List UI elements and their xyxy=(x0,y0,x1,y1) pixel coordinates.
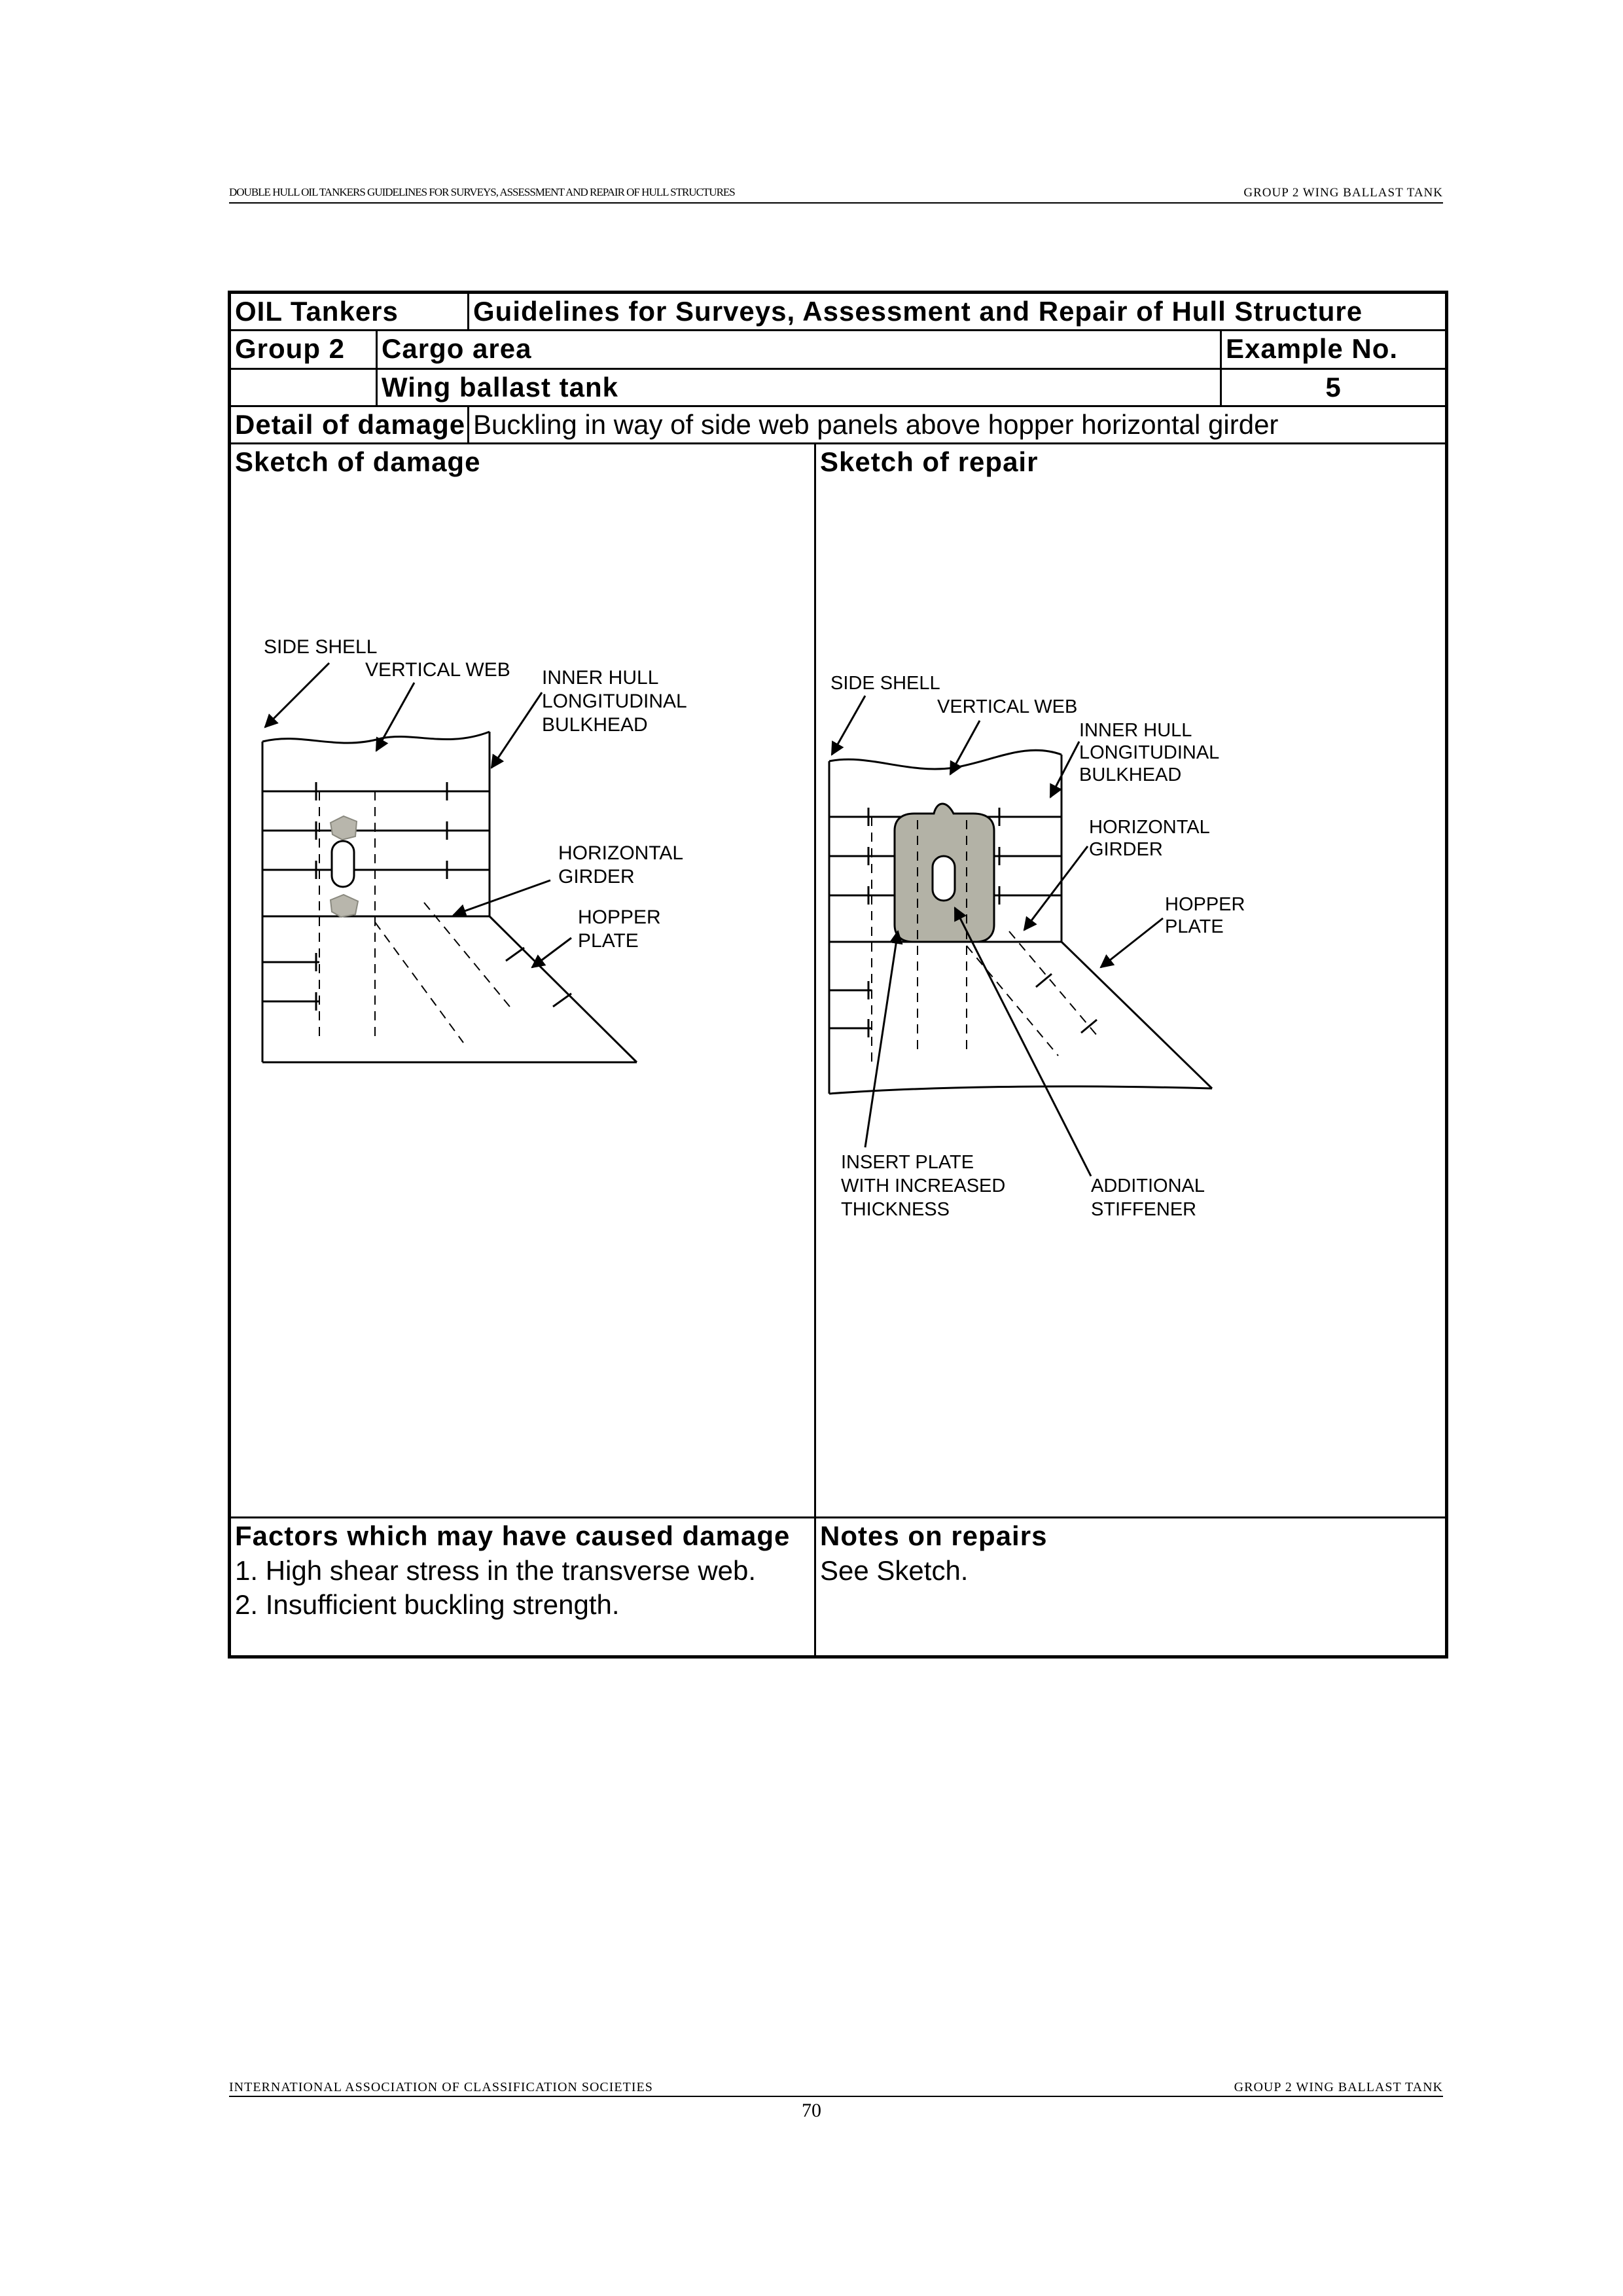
insert-plate-label-1: INSERT PLATE xyxy=(841,1152,974,1174)
horizontal-girder-label-1: HORIZONTAL xyxy=(1089,817,1210,838)
side-shell-label: SIDE SHELL xyxy=(830,673,940,694)
horizontal-girder-label-1: HORIZONTAL xyxy=(558,842,684,865)
footer-organization: INTERNATIONAL ASSOCIATION OF CLASSIFICATION SOCIETIES xyxy=(229,2080,653,2094)
damage-example-form xyxy=(228,291,1448,1659)
inner-hull-label-2: LONGITUDINAL xyxy=(542,691,687,713)
sketch-row xyxy=(230,444,1447,1517)
factors-label: Factors which may have caused damage xyxy=(235,1520,791,1551)
additional-stiffener-label-1: ADDITIONAL xyxy=(1091,1175,1205,1197)
vessel-type: OIL Tankers xyxy=(230,293,469,331)
horizontal-girder-label-2: GIRDER xyxy=(558,866,635,888)
location-row xyxy=(230,368,1447,406)
group-row xyxy=(230,331,1447,368)
location-label: Wing ballast tank xyxy=(377,368,1221,406)
header-rule xyxy=(229,202,1443,204)
footer-section: GROUP 2 WING BALLAST TANK xyxy=(1234,2080,1443,2094)
hopper-plate-label-2: PLATE xyxy=(1165,916,1224,938)
horizontal-girder-label-2: GIRDER xyxy=(1089,839,1163,861)
area-label: Cargo area xyxy=(377,331,1221,368)
damage-sketch-cell xyxy=(230,444,815,1517)
insert-plate-label-2: WITH INCREASED xyxy=(841,1175,1006,1197)
example-label: Example No. xyxy=(1221,331,1447,368)
group-label: Group 2 xyxy=(230,331,377,368)
example-number: 5 xyxy=(1221,368,1447,406)
vertical-web-label: VERTICAL WEB xyxy=(365,659,510,681)
hopper-plate-label-1: HOPPER xyxy=(578,906,661,929)
empty-cell xyxy=(230,368,377,406)
repair-sketch-label: Sketch of repair xyxy=(820,446,1039,478)
inner-hull-label-1: INNER HULL xyxy=(1079,720,1192,742)
hopper-plate-label-2: PLATE xyxy=(578,930,639,952)
factors-cell xyxy=(230,1517,815,1657)
repair-sketch xyxy=(816,480,1418,1501)
factors-row xyxy=(230,1517,1447,1657)
inner-hull-label-3: BULKHEAD xyxy=(542,714,648,736)
additional-stiffener-label-2: STIFFENER xyxy=(1091,1199,1197,1221)
vertical-web-label: VERTICAL WEB xyxy=(937,696,1078,718)
damage-sketch xyxy=(231,480,833,1501)
footer-rule xyxy=(229,2096,1443,2097)
factor-item: 1. High shear stress in the transverse web. xyxy=(235,1554,757,1586)
damage-sketch-label: Sketch of damage xyxy=(235,446,481,478)
running-header-section: GROUP 2 WING BALLAST TANK xyxy=(1243,186,1443,200)
inner-hull-label-1: INNER HULL xyxy=(542,667,659,689)
side-shell-label: SIDE SHELL xyxy=(264,636,378,658)
detail-row xyxy=(230,406,1447,444)
title-row xyxy=(230,293,1447,331)
running-header-title: DOUBLE HULL OIL TANKERS GUIDELINES FOR SURVEYS, ASSESSMENT AND REPAIR OF HULL STRUCTURES xyxy=(229,186,735,198)
page-number: 70 xyxy=(802,2100,821,2121)
notes-label: Notes on repairs xyxy=(820,1520,1048,1551)
factor-item: 2. Insufficient buckling strength. xyxy=(235,1588,620,1620)
detail-text: Buckling in way of side web panels above hopper horizontal girder xyxy=(469,406,1447,444)
guideline-title: Guidelines for Surveys, Assessment and Repair of Hull Structure xyxy=(469,293,1447,331)
inner-hull-label-2: LONGITUDINAL xyxy=(1079,742,1220,764)
inner-hull-label-3: BULKHEAD xyxy=(1079,764,1182,786)
notes-text: See Sketch. xyxy=(820,1554,969,1586)
notes-cell xyxy=(815,1517,1447,1657)
insert-plate-label-3: THICKNESS xyxy=(841,1199,950,1221)
repair-sketch-cell xyxy=(815,444,1447,1517)
detail-label: Detail of damage xyxy=(230,406,469,444)
hopper-plate-label-1: HOPPER xyxy=(1165,894,1245,916)
